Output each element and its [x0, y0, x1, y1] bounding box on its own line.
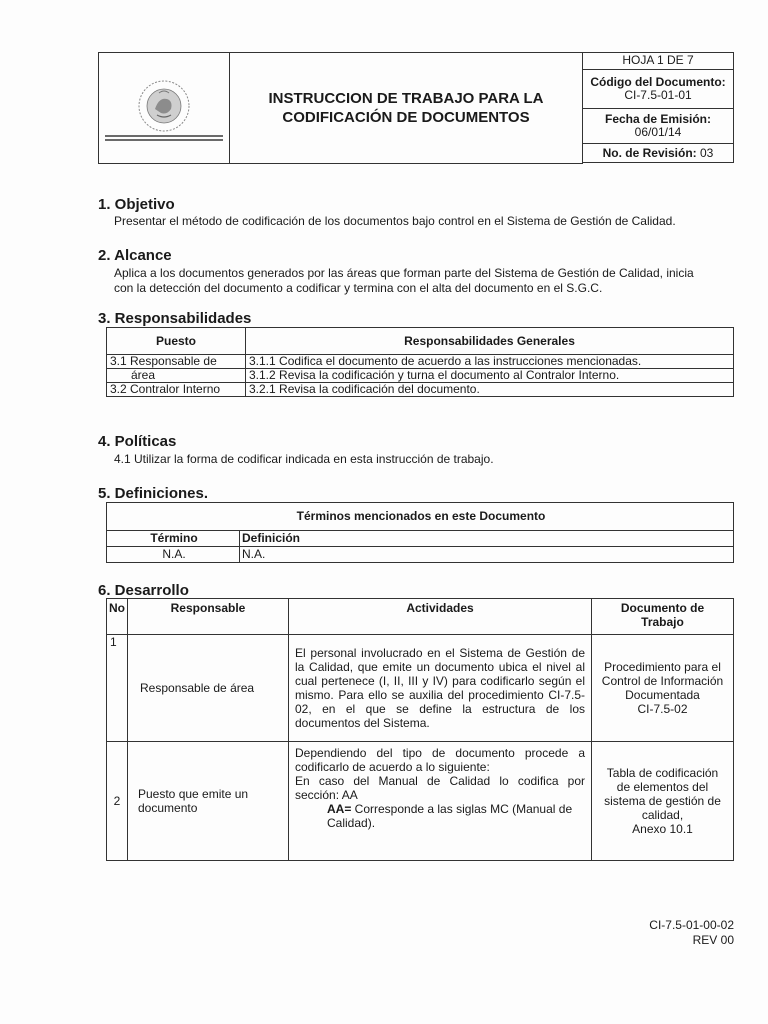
section-heading-alcance: 2. Alcance — [98, 247, 172, 264]
documento-cell: Tabla de codificación de elementos del sistema de gestión de calidad, Anexo 10.1 — [592, 742, 734, 861]
code-value: CI-7.5-01-01 — [624, 88, 692, 103]
column-header-definicion: Definición — [240, 531, 734, 547]
date-value: 06/01/14 — [634, 125, 682, 140]
column-header-puesto: Puesto — [107, 328, 246, 355]
document-code — [583, 69, 734, 108]
puesto-cell: 3.1 Responsable de — [107, 355, 246, 369]
document-title — [230, 53, 583, 164]
footer-code: CI-7.5-01-00-02 — [649, 918, 734, 932]
responsabilidad-cell: 3.1.1 Codifica el documento de acuerdo a las instrucciones mencionadas. — [246, 355, 734, 369]
responsable-cell: Responsable de área — [128, 635, 289, 742]
revision-value: 03 — [700, 145, 714, 160]
logo-divider — [105, 135, 223, 137]
column-header-actividades: Actividades — [289, 599, 592, 635]
code-label: Código del Documento: — [590, 75, 726, 90]
title-line: CODIFICACIÓN DE DOCUMENTOS — [282, 109, 530, 126]
row-number: 1 — [107, 635, 128, 742]
actividad-cell: Dependiendo del tipo de documento procede a codificarlo de acuerdo a lo siguiente: En caso del Manual de Calidad lo codifica por sección: AA AA= Corresponde a las siglas MC (Manual de Calidad). — [289, 742, 592, 861]
column-header-no: No — [107, 599, 128, 635]
objetivo-text: Presentar el método de codificación de los documentos bajo control en el Sistema de Gestión de Calidad. — [114, 214, 676, 228]
politicas-text: 4.1 Utilizar la forma de codificar indicada en esta instrucción de trabajo. — [114, 452, 494, 466]
mexican-coat-of-arms-icon — [137, 79, 191, 133]
responsibilities-table — [106, 327, 734, 397]
column-header-responsabilidades: Responsabilidades Generales — [246, 328, 734, 355]
logo-cell — [99, 53, 230, 164]
section-heading-objetivo: 1. Objetivo — [98, 196, 175, 213]
definicion-cell: N.A. — [240, 547, 734, 563]
section-heading-definiciones: 5. Definiciones. — [98, 485, 209, 502]
table-row — [107, 355, 734, 369]
termino-cell: N.A. — [107, 547, 240, 563]
responsable-cell: Puesto que emite un documento — [128, 742, 289, 861]
alcance-text-line1: Aplica a los documentos generados por las áreas que forman parte del Sistema de Gestión de Calidad, inicia — [114, 266, 694, 280]
column-header-responsable: Responsable — [128, 599, 289, 635]
column-header-documento: Documento de Trabajo — [592, 599, 734, 635]
revision-number — [583, 144, 734, 163]
sheet-number: HOJA 1 DE 7 — [583, 53, 734, 70]
responsabilidad-cell: 3.1.2 Revisa la codificación y turna el documento al Contralor Interno. — [246, 369, 734, 383]
column-header-termino: Término — [107, 531, 240, 547]
section-heading-desarrollo: 6. Desarrollo — [98, 582, 189, 599]
table-row — [107, 383, 734, 397]
document-header — [98, 52, 734, 164]
issue-date — [583, 109, 734, 144]
development-table — [106, 598, 734, 861]
puesto-cell: área — [107, 369, 246, 383]
definitions-table — [106, 502, 734, 563]
revision-label: No. de Revisión: — [602, 145, 697, 160]
date-label: Fecha de Emisión: — [604, 112, 712, 127]
table-row — [107, 547, 734, 563]
table-row — [107, 635, 734, 742]
section-heading-politicas: 4. Políticas — [98, 433, 177, 450]
responsabilidad-cell: 3.2.1 Revisa la codificación del documento. — [246, 383, 734, 397]
table-row — [107, 369, 734, 383]
actividad-cell: El personal involucrado en el Sistema de Gestión de la Calidad, que emite un documento ubica el nivel al cual pertenece (I, II, III y IV) para codificarlo según el mismo. Para ello se auxilia del procedimiento CI-7.5-02, en el que se define la estructura de los documentos del Sistema. — [289, 635, 592, 742]
table-row — [107, 742, 734, 861]
footer-revision: REV 00 — [692, 933, 734, 947]
puesto-cell: 3.2 Contralor Interno — [107, 383, 246, 397]
documento-cell: Procedimiento para el Control de Información Documentada CI-7.5-02 — [592, 635, 734, 742]
title-line: INSTRUCCION DE TRABAJO PARA LA — [268, 90, 544, 107]
section-heading-responsabilidades: 3. Responsabilidades — [98, 310, 252, 327]
row-number: 2 — [107, 742, 128, 861]
logo-divider — [105, 139, 223, 141]
definitions-table-title: Términos mencionados en este Documento — [107, 503, 734, 531]
alcance-text-line2: con la detección del documento a codificar y termina con el alta del documento en el S.G.C. — [114, 281, 603, 295]
